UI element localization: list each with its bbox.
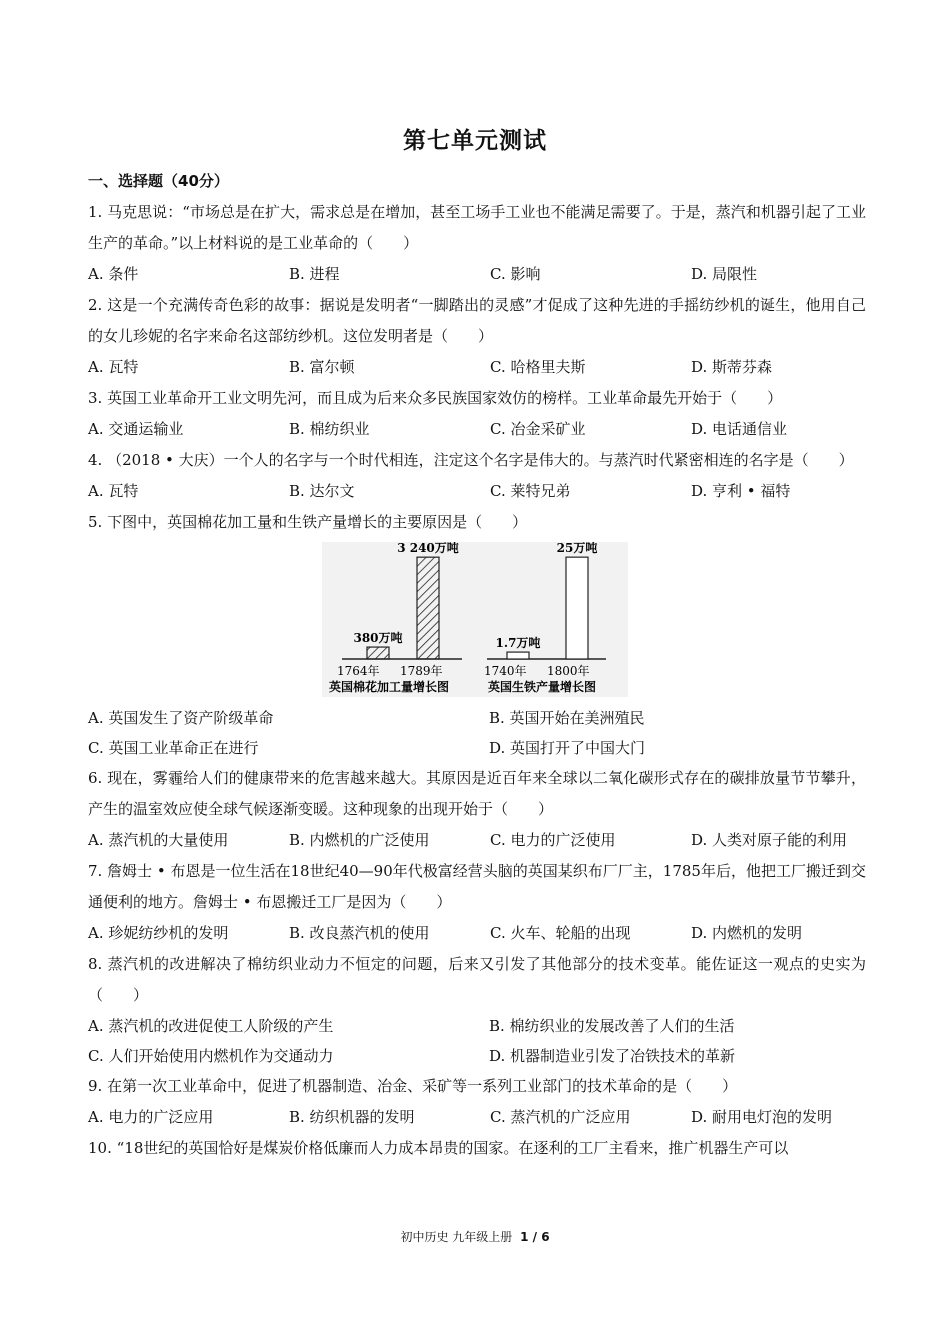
tick-label: 1764年 <box>337 664 380 678</box>
bar-charts <box>322 542 628 697</box>
option: B. 英国开始在美洲殖民 <box>489 709 645 727</box>
page-number: 1 / 6 <box>520 1230 550 1244</box>
option: D. 内燃机的发明 <box>691 924 803 942</box>
option: C. 火车、轮船的出现 <box>490 924 631 942</box>
question-text: 7. 詹姆士 • 布恩是一位生活在18世纪40—90年代极富经营头脑的英国某织布厂厂主，1785年后，他把工厂搬迁到交通便利的地方。詹姆士 • 布恩搬迁工厂是因为（ ） <box>88 862 866 911</box>
bar <box>507 652 529 659</box>
option: D. 耐用电灯泡的发明 <box>691 1108 833 1126</box>
bar <box>566 557 588 659</box>
option-row <box>88 733 866 763</box>
option: D. 局限性 <box>691 265 758 283</box>
option-row <box>88 476 866 507</box>
option: D. 斯蒂芬森 <box>691 358 773 376</box>
option: A. 英国发生了资产阶级革命 <box>88 709 274 727</box>
question-text: 2. 这是一个充满传奇色彩的故事：据说是发明者“一脚踏出的灵感”才促成了这种先进的手摇纺纱机的诞生，他用自己的女儿珍妮的名字来命名这部纺纱机。这位发明者是（ ） <box>88 296 866 345</box>
option: A. 蒸汽机的改进促使工人阶级的产生 <box>88 1017 334 1035</box>
option: A. 瓦特 <box>88 482 139 500</box>
option-row <box>88 1011 866 1041</box>
data-label: 3 240万吨 <box>397 542 459 556</box>
option: C. 冶金采矿业 <box>490 420 586 438</box>
option: C. 英国工业革命正在进行 <box>88 739 259 757</box>
footer-text: 初中历史 九年级上册 <box>400 1230 513 1244</box>
page-footer <box>0 1228 950 1246</box>
question-text: 8. 蒸汽机的改进解决了棉纺织业动力不恒定的问题，后来又引发了其他部分的技术变革。能佐证这一观点的史实为（ ） <box>88 955 866 1004</box>
question-text: 10. “18世纪的英国恰好是煤炭价格低廉而人力成本昂贵的国家。在逐利的工厂主看来，推广机器生产可以 <box>88 1139 789 1157</box>
data-label: 1.7万吨 <box>495 636 541 651</box>
option: B. 进程 <box>289 265 340 283</box>
question-text: 5. 下图中，英国棉花加工量和生铁产量增长的主要原因是（ ） <box>88 513 528 531</box>
option: C. 哈格里夫斯 <box>490 358 586 376</box>
data-label: 380万吨 <box>353 631 403 646</box>
option: A. 珍妮纺纱机的发明 <box>88 924 229 942</box>
option: A. 蒸汽机的大量使用 <box>88 831 229 849</box>
option: C. 莱特兄弟 <box>490 482 571 500</box>
option: B. 内燃机的广泛使用 <box>289 831 430 849</box>
option: B. 纺织机器的发明 <box>289 1108 415 1126</box>
option: B. 富尔顿 <box>289 358 355 376</box>
question-text: 3. 英国工业革命开工业文明先河，而且成为后来众多民族国家效仿的榜样。工业革命最先开始于（ ） <box>88 389 783 407</box>
question-text: 6. 现在，雾霾给人们的健康带来的危害越来越大。其原因是近百年来全球以二氧化碳形式存在的碳排放量节节攀升，产生的温室效应使全球气候逐渐变暖。这种现象的出现开始于（ ） <box>88 769 866 818</box>
option: A. 电力的广泛应用 <box>88 1108 214 1126</box>
option-row <box>88 414 866 445</box>
question-text: 9. 在第一次工业革命中，促进了机器制造、冶金、采矿等一系列工业部门的技术革命的是（ ） <box>88 1077 738 1095</box>
question-text: 1. 马克思说：“市场总是在扩大，需求总是在增加，甚至工场手工业也不能满足需要了。于是，蒸汽和机器引起了工业生产的革命。”以上材料说的是工业革命的（ ） <box>88 203 866 252</box>
option-row <box>88 1041 866 1071</box>
option-row <box>88 703 866 733</box>
option: C. 蒸汽机的广泛应用 <box>490 1108 631 1126</box>
option-row <box>88 825 866 856</box>
bar <box>367 647 389 659</box>
tick-label: 1740年 <box>484 664 527 678</box>
option: A. 条件 <box>88 265 139 283</box>
chart-title: 英国棉花加工量增长图 <box>329 680 450 694</box>
option: D. 电话通信业 <box>691 420 788 438</box>
page-title: 第七单元测试 <box>403 127 547 154</box>
option: A. 交通运输业 <box>88 420 184 438</box>
option: B. 达尔文 <box>289 482 355 500</box>
option: C. 电力的广泛使用 <box>490 831 616 849</box>
tick-label: 1789年 <box>400 664 443 678</box>
option: D. 亨利 • 福特 <box>691 482 791 500</box>
option-row <box>88 259 866 290</box>
option: C. 影响 <box>490 265 541 283</box>
chart-title: 英国生铁产量增长图 <box>488 680 597 694</box>
option: B. 改良蒸汽机的使用 <box>289 924 430 942</box>
option: C. 人们开始使用内燃机作为交通动力 <box>88 1047 334 1065</box>
option-row <box>88 1102 866 1133</box>
tick-label: 1800年 <box>547 664 590 678</box>
option-row <box>88 352 866 383</box>
section-heading: 一、选择题（40分） <box>88 172 229 190</box>
option: D. 人类对原子能的利用 <box>691 831 848 849</box>
option: D. 机器制造业引发了冶铁技术的革新 <box>489 1047 736 1065</box>
questions-area <box>88 197 866 1164</box>
option: A. 瓦特 <box>88 358 139 376</box>
option: D. 英国打开了中国大门 <box>489 739 646 757</box>
bar <box>417 557 439 659</box>
question-text: 4. （2018 • 大庆）一个人的名字与一个时代相连，注定这个名字是伟大的。与蒸汽时代紧密相连的名字是（ ） <box>88 451 854 469</box>
data-label: 25万吨 <box>556 542 598 556</box>
option-row <box>88 918 866 949</box>
option: B. 棉纺织业 <box>289 420 370 438</box>
option: B. 棉纺织业的发展改善了人们的生活 <box>489 1017 735 1035</box>
chart-figure <box>322 542 628 697</box>
